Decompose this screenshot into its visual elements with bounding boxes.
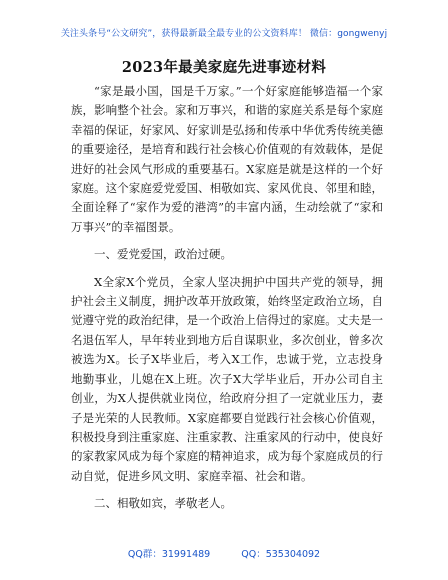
section-heading-1: 一、爱党爱国，政治过硬。 [94, 247, 232, 262]
section-1-paragraph: X全家X个党员，全家人坚决拥护中国共产党的领导，拥护社会主义制度，拥护改革开放政策，始终坚定政治立场，自觉遵守党的政治纪律，是一个政治上信得过的家庭。丈夫是一名退伍军人，早年转业到地方后自谋职业，多次创业，曾多次被选为X。长子X毕业后，考入X工作，忠诚于党，立志投身地勤事业，儿媳在X上班。次子X大学毕业后，开办公司自主创业，为X人提供就业岗位，给政府分担了一定就业压力，妻子是光荣的人民教师。X家庭都要自觉践行社会核心价值观，积极投身到注重家庭、注重家教、注重家风的行动中，使良好的家教家风成为每个家庭的精神追求，成为每个家庭成员的行动自觉，促进乡风文明、家庭幸福、社会和谐。 [71, 274, 383, 483]
intro-paragraph: “家是最小国，国是千万家。”一个好家庭能够造福一个家族，影响整个社会。家和万事兴，和谐的家庭关系是每个家庭幸福的保证，好家风、好家训是弘扬和传承中华优秀传统美德的重要途径，是培育和践行社会核心价值观的有效载体，是促进好的社会风气形成的重要基石。X家庭是就是这样的一个好家庭。这个家庭爱党爱国、相敬如宾、家风优良、邻里和睦，全面诠释了“家作为爱的港湾”的丰富内涵，生动绘就了“家和万事兴”的幸福图景。 [71, 84, 383, 234]
footer-qq: QQ：535304092 [241, 549, 321, 560]
document-body [71, 82, 383, 514]
document-title: 2023年最美家庭先进事迹材料 [121, 59, 327, 76]
section-heading-2: 二、相敬如宾，孝敬老人。 [94, 496, 232, 511]
promo-banner: 关注头条号“公文研究”，获得最新最全最专业的公文资料库！ 微信：gongwenyj [60, 29, 388, 39]
footer-contact [0, 546, 448, 560]
footer-qq-group: QQ群：31991489 [127, 549, 211, 560]
